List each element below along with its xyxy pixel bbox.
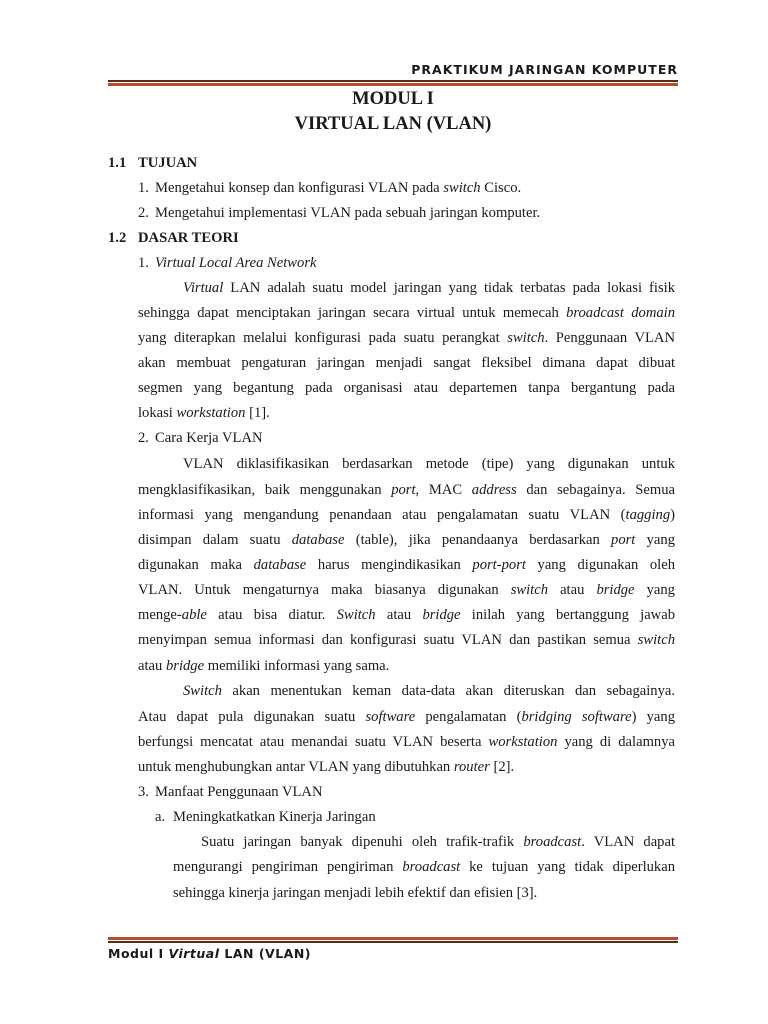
list-heading: Meningkatkatkan Kinerja Jaringan <box>173 809 376 825</box>
list-heading: Manfaat Penggunaan VLAN <box>155 784 323 800</box>
list-heading: Virtual Local Area Network <box>155 255 317 271</box>
paragraph-line: yang diterapkan melalui konfigurasi pada suatu perangkat switch. Penggunaan VLAN <box>138 330 676 346</box>
paragraph-line: Atau dapat pula digunakan suatu software pengalamatan (bridging software) yang <box>138 709 675 725</box>
module-number: MODUL I <box>352 89 434 109</box>
paragraph-line: mengurangi pengiriman pengiriman broadcast ke tujuan yang tidak diperlukan <box>173 859 675 875</box>
paragraph-line: sehingga kinerja jaringan menjadi lebih efektif dan efisien [3]. <box>173 885 538 901</box>
paragraph-line: menge-able atau bisa diatur. Switch atau bridge inilah yang bertanggung jawab <box>138 607 675 623</box>
paragraph-line: lokasi workstation [1]. <box>138 405 270 421</box>
paragraph-line: VLAN. Untuk mengaturnya maka biasanya digunakan switch atau bridge yang <box>138 582 675 598</box>
list-number: 2. <box>138 430 149 446</box>
section-number: 1.2 <box>108 230 127 246</box>
paragraph-line: untuk menghubungkan antar VLAN yang dibutuhkan router [2]. <box>138 759 515 775</box>
paragraph-line: akan membuat pengaturan jaringan menjadi sangat fleksibel dimana dapat dibuat <box>138 355 675 371</box>
paragraph-line: informasi yang mengandung penandaan atau pengalamatan suatu VLAN (tagging) <box>138 507 675 523</box>
list-number: 1. <box>138 255 149 271</box>
section-title: TUJUAN <box>138 155 198 171</box>
list-number: 3. <box>138 784 149 800</box>
header-rule <box>108 80 678 86</box>
running-footer: Modul I Virtual LAN (VLAN) <box>108 946 312 961</box>
section-title: DASAR TEORI <box>138 230 239 246</box>
paragraph-line: mengklasifikasikan, baik menggunakan port, MAC address dan sebagainya. Semua <box>138 482 676 498</box>
running-header: PRAKTIKUM JARINGAN KOMPUTER <box>411 62 678 77</box>
paragraph-line: segmen yang begantung pada organisasi atau departemen tanpa bergantung pada <box>138 380 675 396</box>
paragraph-line: sehingga dapat menciptakan jaringan secara virtual untuk memecah broadcast domain <box>138 305 676 321</box>
paragraph-line: disimpan dalam suatu database (table), jika penandaanya berdasarkan port yang <box>138 532 675 548</box>
paragraph-line: Virtual LAN adalah suatu model jaringan yang tidak terbatas pada lokasi fisik <box>183 280 675 296</box>
footer-rule <box>108 935 678 943</box>
paragraph-line: Suatu jaringan banyak dipenuhi oleh trafik-trafik broadcast. VLAN dapat <box>201 834 675 850</box>
paragraph-line: menyimpan semua informasi dan konfigurasi suatu VLAN dan pastikan semua switch <box>138 632 675 648</box>
paragraph-line: VLAN diklasifikasikan berdasarkan metode (tipe) yang digunakan untuk <box>183 456 675 472</box>
paragraph-line: atau bridge memiliki informasi yang sama. <box>138 658 390 674</box>
list-number: 2. <box>138 205 149 221</box>
list-item: Mengetahui konsep dan konfigurasi VLAN pada switch Cisco. <box>155 180 522 196</box>
module-title: VIRTUAL LAN (VLAN) <box>294 114 492 134</box>
list-item: Mengetahui implementasi VLAN pada sebuah jaringan komputer. <box>155 205 541 221</box>
paragraph-line: berfungsi mencatat atau menandai suatu VLAN beserta workstation yang di dalamnya <box>138 734 675 750</box>
section-number: 1.1 <box>108 155 127 171</box>
paragraph-line: digunakan maka database harus mengindikasikan port-port yang digunakan oleh <box>138 557 675 573</box>
list-heading: Cara Kerja VLAN <box>155 430 263 446</box>
list-number: 1. <box>138 180 149 196</box>
paragraph-line: Switch akan menentukan keman data-data akan diteruskan dan sebagainya. <box>183 683 675 699</box>
list-number: a. <box>155 809 166 825</box>
